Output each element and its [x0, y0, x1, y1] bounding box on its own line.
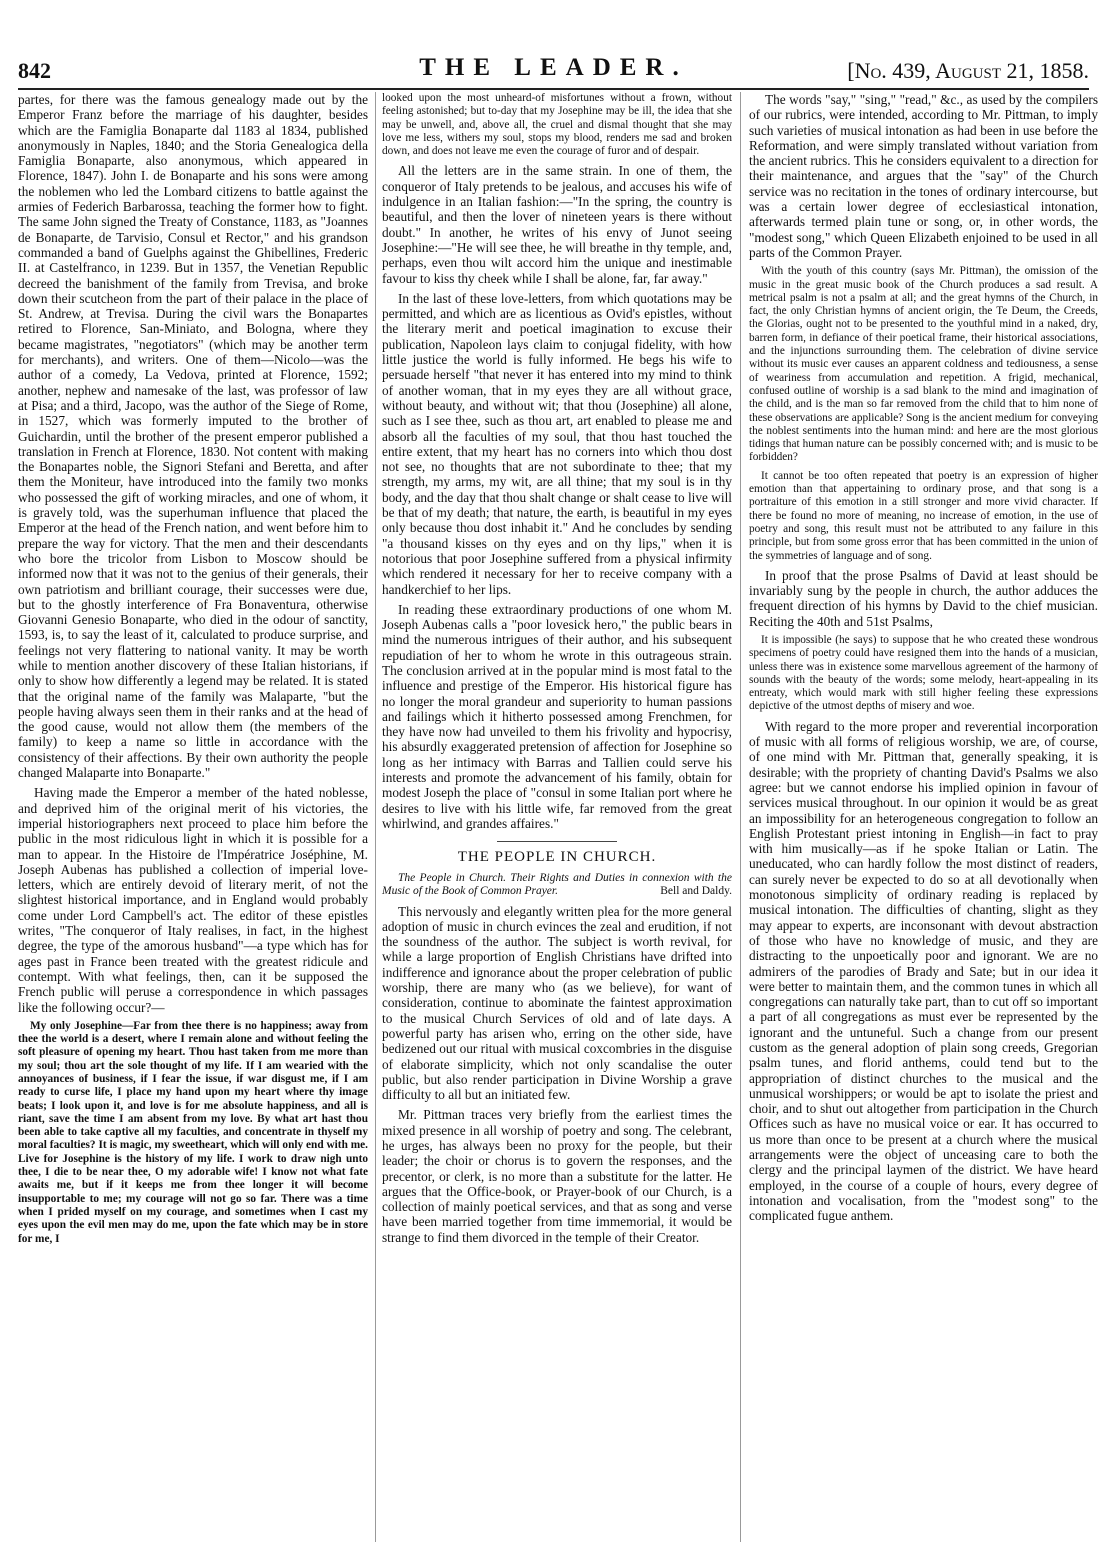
- article-paragraph: In reading these extraordinary productions of one whom M. Joseph Aubenas calls a "poor lovesick hero," the public bears in mind the numerous intrigues of their author, and his subsequent repudiation of her to whom he wrote in this outrageous strain. The conclusion arrived at in the popular mind is most fatal to the influence and prestige of the Emperor. His historical figure has no longer the moral grandeur and superiority to human passions and failings which it hitherto possessed among Frenchmen, for they have now had unveiled to them his frivolity and hypocrisy, his absurdly exaggerated pretension of affection for Josephine so long as her intimacy with Barras and Tallien could serve his interests and promote the advancement of his family, obtain for modest Joseph the place of "consul in some Italian port where he desires to live with his little wife, far removed from the great whirlwind, and grandes affaires.": [382, 601, 732, 831]
- article-paragraph: Mr. Pittman traces very briefly from the earliest times the mixed presence in all worship of poetry and song. The celebrant, he urges, has always been no proxy for the people, but their leader; the choir or chorus is to govern the responses, and the precentor, or clerk, is no more than a substitute for the latter. He argues that the Office-book, or Prayer-book of our Church, is a collection of mainly poetical services, and that as song and verse have been married together from time immemorial, it would be strange to find them divorced in the temple of their Creator.: [382, 1107, 732, 1245]
- quoted-letter-continued: [382, 92, 732, 158]
- quoted-letter: [18, 1020, 368, 1246]
- column-1: [18, 92, 368, 1542]
- book-publisher: Bell and Daldy.: [660, 885, 732, 898]
- masthead-title: THE LEADER.: [419, 54, 688, 81]
- article-paragraph: partes, for there was the famous genealogy made out by the Emperor Franz before the marriage of his daughter, besides which are the Famiglia Bonaparte dal 1183 al 1834, published anonymously in Naples, 1840; and the Storia Genealogica della Famiglia Bonaparte, also anonymous, which appeared in Florence, 1847). John I. de Bonaparte and his sons were among the noblemen who led the Lombard citizens to battle against the armies of Federich Barbarossa, teaching the former how to fight. The same John signed the Treaty of Constance, 1183, as "Joannes de Bonaparte, de Tarvisio, Consul et Rector," and his grandson commanded a band of Guelphs against the Ghibellines, Frederic II. at Castelfranco, in 1239. But in 1357, the Venetian Republic decreed the banishment of the family from Trevisa, and broke down their scutcheon from the part of their palace in the place of St. Andrew, at Trevisa. During the civil wars the Bonapartes retired to Florence, San-Miniato, and Bologna, where they became magistrates, "negotiators" (which may be another term for merchants), and writers. One of them—Nicolo—was the author of a comedy, La Vedova, printed at Florence, 1592; another, nephew and namesake of the last, was professor of law at Pisa; and a third, Jacopo, was the author of the Siege of Rome, in 1527, which was formerly imputed to the brother of Guichardin, until the brother of the present emperor published a translation in French at Florence, 1830. Not content with making the Bonapartes noble, the Signori Stefani and Beretta, and after them the Moniteur, have introduced into the family two monks who possessed the gift of working miracles, and one of whom, it is gravely told, was the superhuman influence that placed the Emperor at the head of the French nation, and went before him to prepare the way for victory. That the men and their descendants who bore the tricolor from Lisbon to Moscow should be informed now that it was not to the genius of their generals, their own patriotism and brilliant courage, their successes were due, but to the ghostly interference of Fra Bonaventura, otherwise Giovanni Genesio Bonaparte, who died in the odour of sanctity, 1593, is, to say the least of it, calculated to produce surprise, and feelings not very flattering to national vanity. It may be worth while to mention another discovery of these Italian historians, if only to show how differently a legend may be related. It is stated that the original name of the family was Malaparte, "but the people having always seen them in their ranks and at the head of the good cause, would not allow them (the members of the family) to keep a name so little in accordance with the consistency of their affections. By their own authority the people changed Malaparte into Bonaparte.": [18, 92, 368, 781]
- article-paragraph: In the last of these love-letters, from which quotations may be permitted, and which are as licentious as Ovid's epistles, without the literary merit and poetical imagination to excuse their publication, Napoleon lays claim to conjugal fidelity, with how little justice the world is fully informed. He begs his wife to persuade herself "that never it has entered into my mind to think of another woman, that in my eyes they are all without grace, without beauty, and without wit; that thou (Josephine) all alone, such as I see thee, such as thou art, art enabled to please me and absorb all the faculties of my soul, that thou hast touched the entire extent, that my heart has no corners into which thou dost not see, no thoughts that are not subordinate to thee; that my strength, my arms, my wit, are all thine; that my soul is in thy body, and the day that thou shalt change or shalt cease to live will be that of my death; that nature, the earth, is beautiful in my eyes only because thou dost inhabit it." And he concludes by sending "a thousand kisses on thy eyes and on thy lips," when it is notorious that poor Josephine suffered from a physical infirmity which rendered it necessary for her to receive company with a handkerchief to her lips.: [382, 290, 732, 597]
- issue-info: [No. 439, August 21, 1858.: [847, 58, 1089, 83]
- quote-text: It cannot be too often repeated that poetry is an expression of higher emotion than that appertaining to ordinary prose, and that song is a portraiture of this emotion in a still stronger and more vivid character. If there be found no more of meaning, no increase of emotion, in the use of poetry and song, this result must not be attributed to any failure in this principle, but from some gross error that has been committed in the union of the symmetries of language and of song.: [749, 469, 1098, 562]
- quoted-extract: [749, 634, 1098, 714]
- section-divider: [497, 841, 617, 842]
- page-number: 842: [18, 58, 51, 83]
- quote-text: With the youth of this country (says Mr. Pittman), the omission of the music in the great music book of the Church produces a sad result. A metrical psalm is not a psalm at all; and the great hymns of the Church, in fact, the only Christian hymns of ancient origin, the Te Deum, the Creeds, the Glorias, ought not to be presented to the youthful mind in a naked, dry, barren form, in defiance of their poetical frame, their historical associations, and the injunctions surrounding them. The celebration of divine service without its music ever causes an apparent coldness and tediousness, a sense of weariness from accumulation and repetition. A frigid, mechanical, confused outline of worship is a sad blank to the mind and imagination of the child, and is the man so far removed from the child that to him none of these observations are applicable? Song is the ancient medium for conveying the noblest sentiments into the human mind: and here are the most glorious tidings that human nature can be possibly concerned with; and is music to be forbidden?: [749, 265, 1098, 464]
- section-title: THE PEOPLE IN CHURCH.: [457, 849, 657, 866]
- article-paragraph: Having made the Emperor a member of the hated noblesse, and deprived him of the original merit of his victories, the imperial historiographers next proceed to place him before the public in the most ridiculous light in which it is possible for a man to appear. In the Histoire de l'Impératrice Joséphine, M. Joseph Aubenas has published a collection of imperial love-letters, which are entirely devoid of literary merit, of not the slightest historical importance, and in England would probably come under Lord Campbell's act. The editor of these epistles writes, "The conqueror of Italy realises, in fact, in the highest degree, the type of the amorous husband"—a type which has for ages past in France been treated with the greatest ridicule and contempt. With what feelings, then, can it be supposed the French public will peruse a correspondence in which passages like the following occur?—: [18, 785, 368, 1015]
- page-header: [18, 8, 1089, 90]
- letter-text: My only Josephine—Far from thee there is no happiness; away from thee the world is a desert, where I remain alone and without feeling the soft pleasure of opening my heart. Thou hast taken from me more than my soul; thou art the sole thought of my life. If I am wearied with the annoyances of business, if I fear the issue, if war disgust me, if I am ready to curse life, I place my hand upon my heart where thy image beats; I look upon it, and love is for me absolute happiness, and all is riant, save the time I am absent from my love. By what art hast thou been able to take captive all my faculties, and concentrate in thyself my moral faculties? It is magic, my sweetheart, which will only end with me. Live for Josephine is the history of my life. I work to draw nigh unto thee, I die to be near thee, O my adorable wife! I know not what fate awaits me, but if it keeps me from thee longer it will become insupportable to me; my courage will not go so far. There was a time when I prided myself on my courage, and sometimes when I cast my eyes upon the evil men may do me, upon the fate which may be in store for me, I: [18, 1019, 368, 1245]
- article-paragraph: In proof that the prose Psalms of David at least should be invariably sung by the people in church, the author adduces the frequent direction of his hymns by David to the chief musician. Reciting the 40th and 51st Psalms,: [749, 567, 1098, 629]
- quote-text: It is impossible (he says) to suppose that he who created these wondrous specimens of poetry could have resigned them into the hands of a musician, unless there was in existence some marvellous agreement of the harmony of sounds with the beauty of the words; some melody, heart-appealing in its entreaty, which would mark with still higher feeling these expressions depictive of the utmost depths of misery and woe.: [749, 633, 1098, 713]
- book-title: The People in Church. Their Rights and Duties in connexion with the Music of the Book of Common Prayer.: [382, 871, 732, 898]
- column-2: [375, 92, 732, 1542]
- article-paragraph: All the letters are in the same strain. In one of them, the conqueror of Italy pretends to be jealous, and accuses his wife of indulgence in an Italian fashion:—"In the spring, the country is beautiful, and then the lover of nineteen years is there without doubt." In another, he writes of his envy of Junot seeing Josephine:—"He will see thee, he will breathe in thy temple, and, perhaps, even thou wilt accord him the unique and inestimable favour to kiss thy cheek while I shall be alone, far, far away.": [382, 163, 732, 286]
- book-reference: [382, 872, 732, 899]
- quoted-extract: [749, 265, 1098, 563]
- article-paragraph: The words "say," "sing," "read," &c., as used by the compilers of our rubrics, were intended, according to Mr. Pittman, to imply such varieties of musical intonation as had been in use before the Reformation, and were simply translated without variation from the ancient rubrics. This he considers equivalent to a direction for their maintenance, and argues that the "say" of the Church service was no recitation in the tones of ordinary intercourse, but was a certain lower degree of ecclesiastical intonation, afterwards termed plain tune or song, or, in other words, the "modest song," which Queen Elizabeth enjoined to be used in all parts of the Common Prayer.: [749, 92, 1098, 260]
- article-paragraph: This nervously and elegantly written plea for the more general adoption of music in church evinces the zeal and erudition, if not the soundness of the author. The subject is worth revival, for while a large proportion of English Christians have drifted into indifference and ignorance about the proper celebration of public worship, there are many who (as we believe), for want of consideration, continue to abominate the faintest approximation to the musical Church Services of old and of late days. A powerful party has arisen who, erring on the other side, have bedizened out our ritual with musical coxcombries in the disguise of elaborate simplicity, which not only scandalise the outer public, but also render participation in Divine Worship a grave difficulty to all but an initiated few.: [382, 903, 732, 1103]
- article-paragraph: With regard to the more proper and reverential incorporation of music with all forms of religious worship, we are, of course, of one mind with Mr. Pittman that, generally speaking, it is desirable; with the propriety of chanting David's Psalms we also agree: but we cannot endorse his implied opinion in favour of services musical throughout. In our opinion it would be as great an impossibility for an heterogeneous congregation to follow an English Protestant priest intoning in English—in fact to pray with him musically—as if he spoke Italian or Latin. The uneducated, who can hardly follow the most distinct of readers, can surely never be expected to do so at all devotionally when monotonous simplicity of ordinary reading is replaced by musical intonation. The difficulties of chanting, slight as they may appear to experts, are inconsonant with devout abstraction of those who have no knowledge of music, and they are distracting to the unpoetically poor and ignorant. We are no admirers of the parodies of Brady and Sate; but in our idea it were better to maintain them, and the common tunes in which all congregations can naturally take part, than to cut off so important a part of all congregations as must ever be represented by the ignorant and the untuneful. Such a change from our present custom as the general adoption of plain song creeds, Gregorian psalm tunes, and florid anthems, could tend but to the appropriation of distinct churches to the musical and the unmusical worshippers; or would be apt to isolate the priest and choir, and to shut out altogether from participation in the Church Offices such as have no musical voice or ear. It has occurred to us more than once to be present at a church where the musical arrangements were the object of unceasing care to both the clergy and the principal laymen of the district. We have heard employed, in the course of a couple of hours, every degree of intonation and vocalisation, from the "modest song" to the complicated fugue anthem.: [749, 718, 1098, 1224]
- column-3: [740, 92, 1098, 1542]
- letter-text: looked upon the most unheard-of misfortunes without a frown, without feeling astonished; but to-day that my Josephine may be ill, the idea that she may be unwell, and, above all, the cruel and dismal thought that she may love me less, withers my soul, stops my blood, renders me sad and broken down, and does not leave me even the courage of furor and of despair.: [382, 92, 732, 158]
